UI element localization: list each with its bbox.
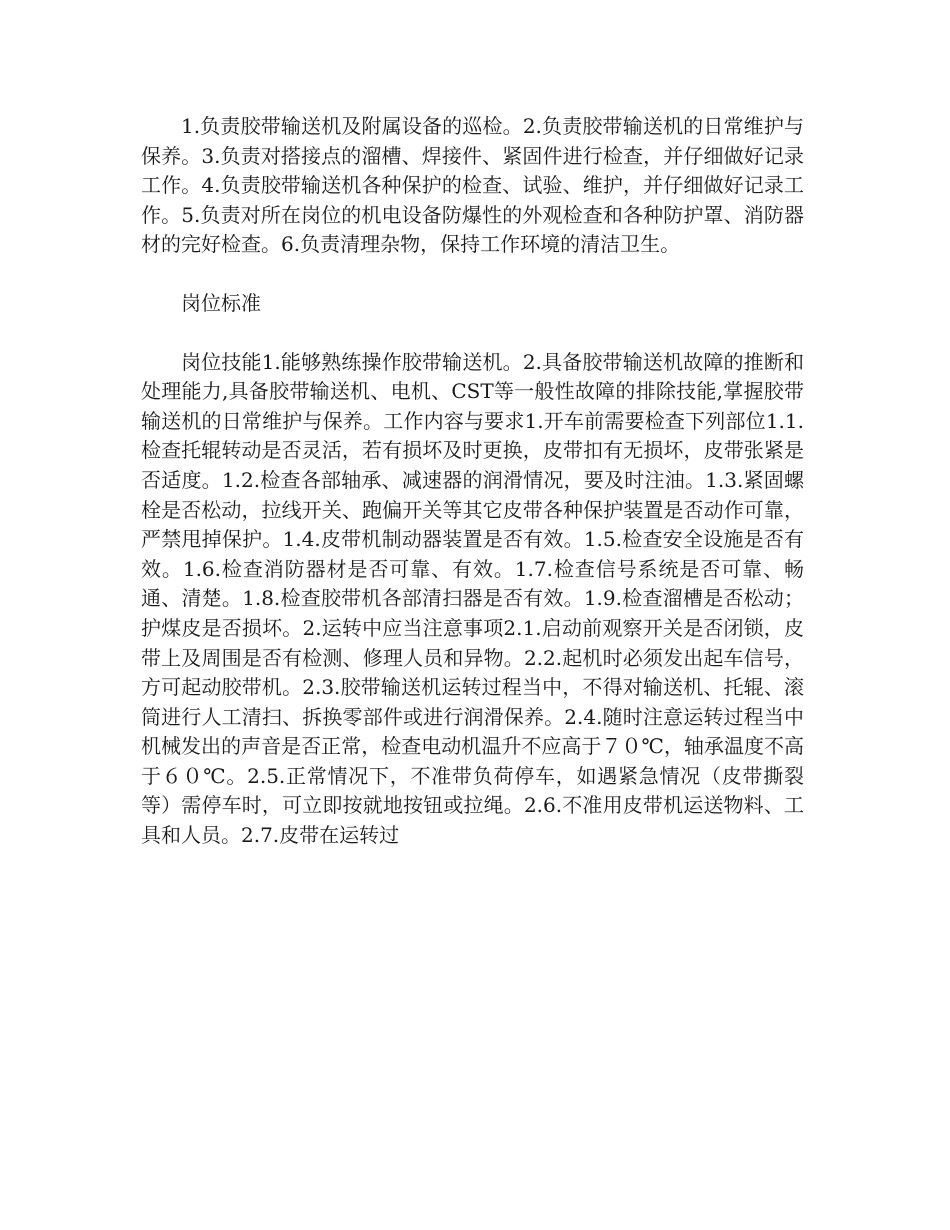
section-heading: 岗位标准 (181, 290, 261, 315)
paragraph-standards: 岗位技能1.能够熟练操作胶带输送机。2.具备胶带输送机故障的推断和处理能力,具备胶带输送机、电机、CST等一般性故障的排除技能,掌握胶带输送机的日常维护与保养。工作内容与要求1.开车前需要检查下列部位1.1.检查托辊转动是否灵活，若有损坏及时更换，皮带扣有无损坏，皮带张紧是否适度。1.2.检查各部轴承、减速器的润滑情况，要及时注油。1.3.紧固螺栓是否松动，拉线开关、跑偏开关等其它皮带各种保护装置是否动作可靠，严禁甩掉保护。1.4.皮带机制动器装置是否有效。1.5.检查安全设施是否有效。1.6.检查消防器材是否可靠、有效。1.7.检查信号系统是否可靠、畅通、清楚。1.8.检查胶带机各部清扫器是否有效。1.9.检查溜槽是否松动；护煤皮是否损坏。2.运转中应当注意事项2.1.启动前观察开关是否闭锁，皮带上及周围是否有检测、修理人员和异物。2.2.起机时必须发出起车信号，方可起动胶带机。2.3.胶带输送机运转过程当中，不得对输送机、托辊、滚筒进行人工清扫、拆换零部件或进行润滑保养。2.4.随时注意运转过程当中机械发出的声音是否正常，检查电动机温升不应高于７０℃，轴承温度不高于６０℃。2.5.正常情况下，不准带负荷停车，如遇紧急情况（皮带撕裂等）需停车时，可立即按就地按钮或拉绳。2.6.不准用皮带机运送物料、工具和人员。2.7.皮带在运转过 (141, 349, 804, 848)
paragraph-duties: 1.负责胶带输送机及附属设备的巡检。2.负责胶带输送机的日常维护与保养。3.负责对搭接点的溜槽、焊接件、紧固件进行检查，并仔细做好记录工作。4.负责胶带输送机各种保护的检查、试验、维护，并仔细做好记录工作。5.负责对所在岗位的机电设备防爆性的外观检查和各种防护罩、消防器材的完好检查。6.负责清理杂物，保持工作环境的清洁卫生。 (141, 114, 804, 257)
document-body (141, 112, 804, 851)
